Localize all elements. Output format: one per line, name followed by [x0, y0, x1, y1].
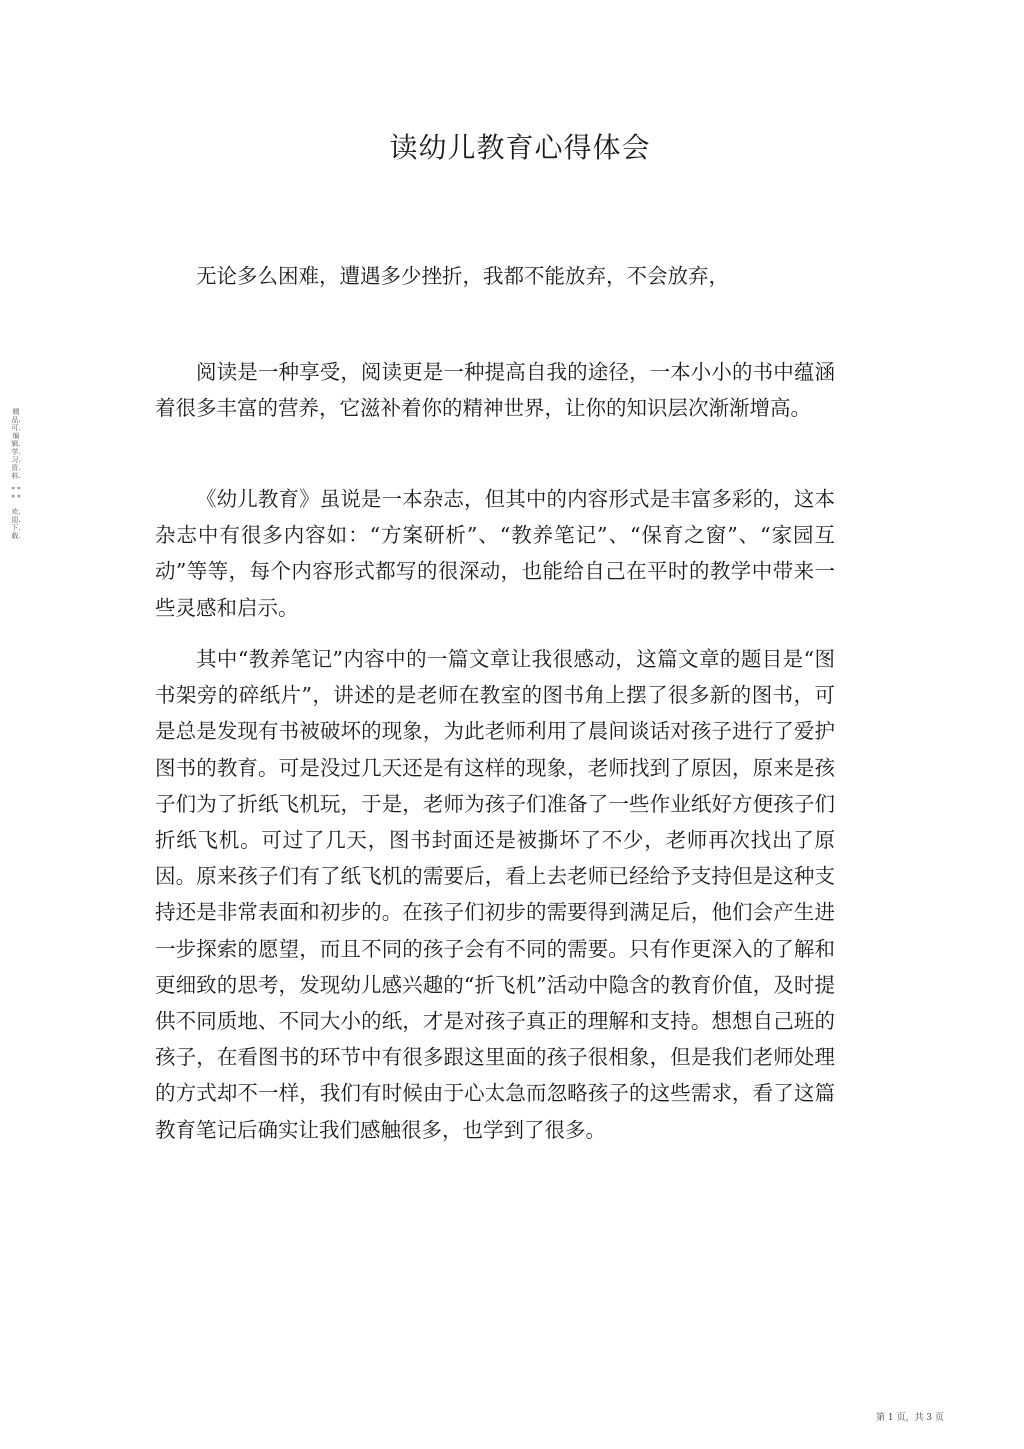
paragraph-4: 其中“教养笔记”内容中的一篇文章让我很感动，这篇文章的题目是“图书架旁的碎纸片”，讲述的是老师在教室的图书角上摆了很多新的图书，可是总是发现有书被破坏的现象，为此老师利用了晨间谈话对孩子进行了爱护图书的教育。可是没过几天还是有这样的现象，老师找到了原因，原来是孩子们为了折纸飞机玩，于是，老师为孩子们准备了一些作业纸好方便孩子们折纸飞机。可过了几天，图书封面还是被撕坏了不少，老师再次找出了原因。原来孩子们有了纸飞机的需要后，看上去老师已经给予支持但是这种支持还是非常表面和初步的。在孩子们初步的需要得到满足后，他们会产生进一步探索的愿望，而且不同的孩子会有不同的需要。只有作更深入的了解和更细致的思考，发现幼儿感兴趣的“折飞机”活动中隐含的教育价值，及时提供不同质地、不同大小的纸，才是对孩子真正的理解和支持。想想自己班的孩子，在看图书的环节中有很多跟这里面的孩子很相象，但是我们老师处理的方式却不一样，我们有时候由于心太急而忽略孩子的这些需求，看了这篇教育笔记后确实让我们感触很多，也学到了很多。: [155, 647, 835, 1142]
side-note-top: 精品.可.编辑.学.习.资.料.: [11, 408, 21, 480]
document-title: 读幼儿教育心得体会: [389, 131, 651, 164]
paragraph-2: 阅读是一种享受，阅读更是一种提高自我的途径，一本小小的书中蕴涵着很多丰富的营养，它滋补着你的精神世界，让你的知识层次渐渐增高。: [155, 360, 835, 421]
page-number-footer: 第 1 页，共 3 页: [876, 1413, 944, 1423]
side-watermark-note: [10, 408, 22, 540]
paragraph-3: 《幼儿教育》虽说是一本杂志，但其中的内容形式是丰富多彩的，这本杂志中有很多内容如：“方案研析”、“教养笔记”、“保育之窗”、“家园互动”等等，每个内容形式都写的很深动，也能给自己在平时的教学中带来一些灵感和启示。: [155, 487, 835, 620]
paragraph-1: 无论多么困难，遭遇多少挫折，我都不能放弃，不会放弃，: [196, 264, 729, 288]
side-note-dots: * * * *: [11, 486, 21, 502]
side-note-bottom: 欢.迎.下.载.: [11, 508, 21, 540]
